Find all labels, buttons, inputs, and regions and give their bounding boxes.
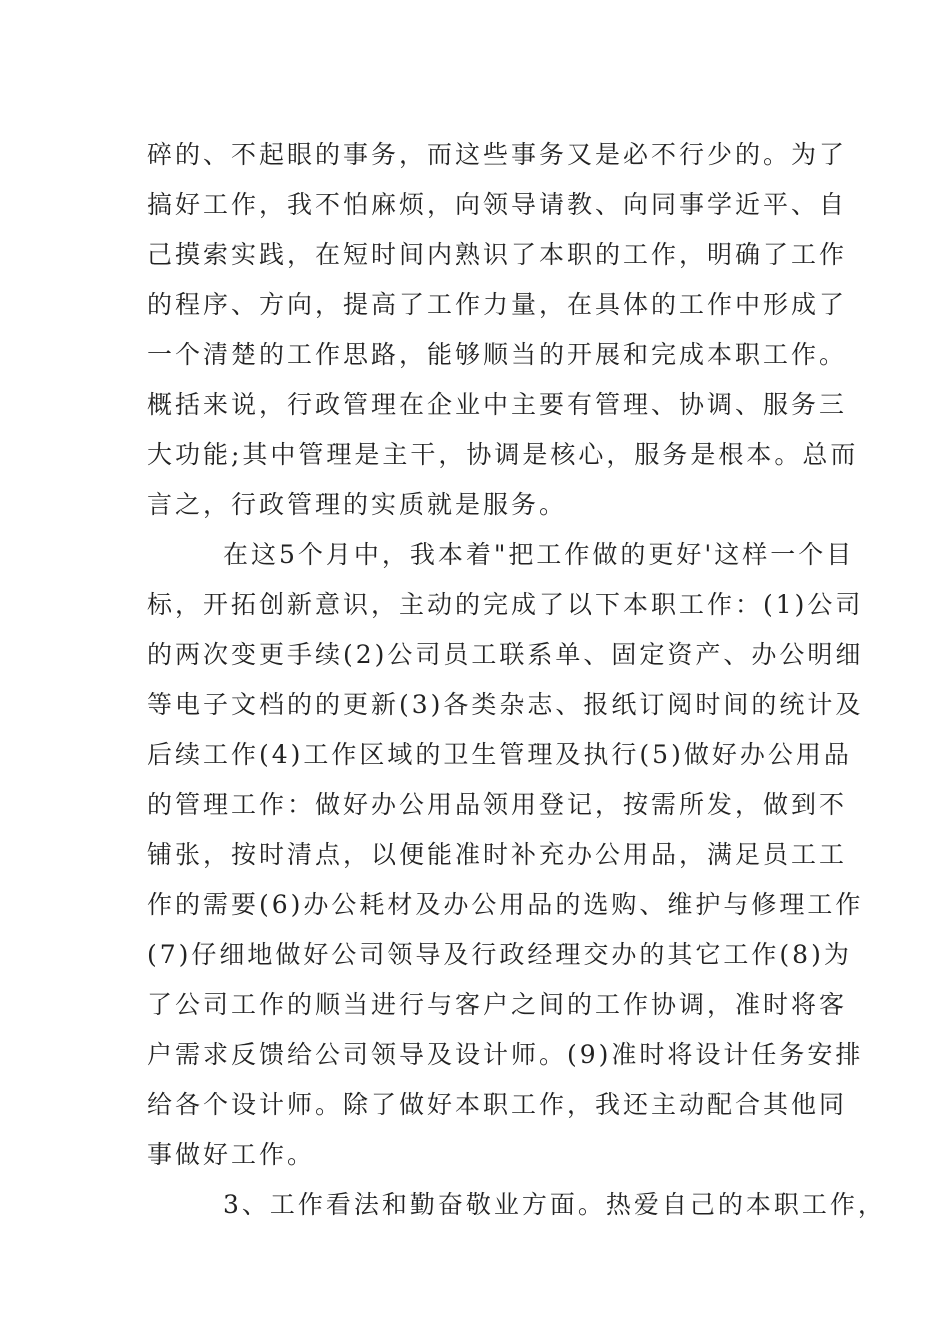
paragraph-1-line-8: 言之，行政管理的实质就是服务。 (147, 490, 568, 519)
paragraph-2-line-5: 后续工作(4)工作区域的卫生管理及执行(5)做好办公用品 (147, 740, 852, 769)
paragraph-1-line-3: 己摸索实践，在短时间内熟识了本职的工作，明确了工作 (147, 240, 848, 269)
paragraph-2-line-10: 了公司工作的顺当进行与客户之间的工作协调，准时将客 (147, 990, 848, 1019)
paragraph-2-line-3: 的两次变更手续(2)公司员工联系单、固定资产、办公明细 (147, 640, 864, 669)
paragraph-2-line-6: 的管理工作：做好办公用品领用登记，按需所发，做到不 (147, 790, 848, 819)
paragraph-3-line-1: 3、工作看法和勤奋敬业方面。热爱自己的本职工作， (223, 1190, 886, 1219)
paragraph-2-line-7: 铺张，按时清点，以便能准时补充办公用品，满足员工工 (147, 840, 848, 869)
paragraph-1-line-4: 的程序、方向，提高了工作力量，在具体的工作中形成了 (147, 290, 848, 319)
paragraph-2-line-1: 在这5个月中，我本着"把工作做的更好'这样一个目 (223, 540, 855, 569)
paragraph-2-line-8: 作的需要(6)办公耗材及办公用品的选购、维护与修理工作 (147, 890, 864, 919)
paragraph-1-line-7: 大功能;其中管理是主干，协调是核心，服务是根本。总而 (147, 440, 859, 469)
paragraph-1-line-6: 概括来说，行政管理在企业中主要有管理、协调、服务三 (147, 390, 848, 419)
paragraph-1-line-1: 碎的、不起眼的事务，而这些事务又是必不行少的。为了 (147, 140, 848, 169)
paragraph-2-line-13: 事做好工作。 (147, 1140, 316, 1169)
paragraph-2-line-4: 等电子文档的的更新(3)各类杂志、报纸订阅时间的统计及 (147, 690, 864, 719)
paragraph-2-line-2: 标，开拓创新意识，主动的完成了以下本职工作：(1)公司 (147, 590, 864, 619)
paragraph-2-line-11: 户需求反馈给公司领导及设计师。(9)准时将设计任务安排 (147, 1040, 864, 1069)
paragraph-1-line-5: 一个清楚的工作思路，能够顺当的开展和完成本职工作。 (147, 340, 848, 369)
paragraph-2-line-12: 给各个设计师。除了做好本职工作，我还主动配合其他同 (147, 1090, 848, 1119)
paragraph-1-line-2: 搞好工作，我不怕麻烦，向领导请教、向同事学近平、自 (147, 190, 848, 219)
paragraph-2-line-9: (7)仔细地做好公司领导及行政经理交办的其它工作(8)为 (147, 940, 852, 969)
